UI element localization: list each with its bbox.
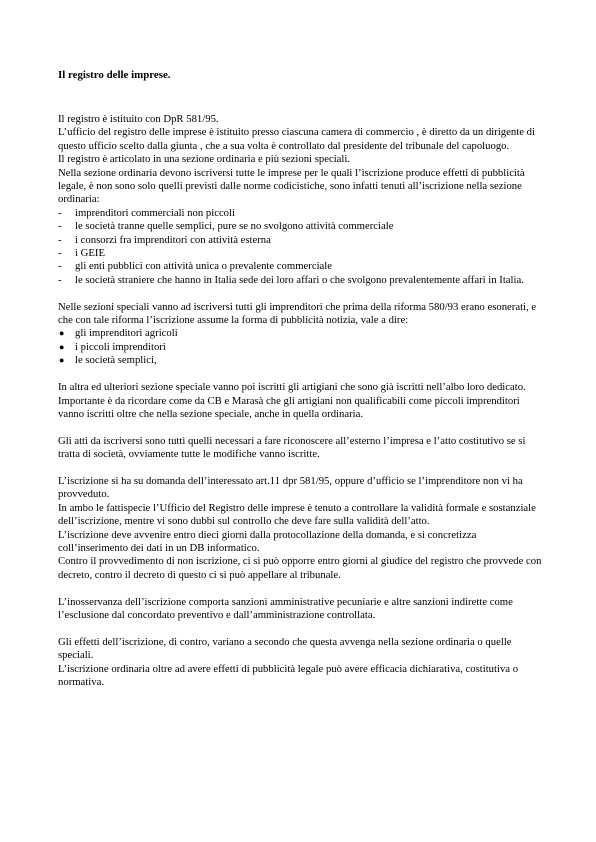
- paragraph: In ambo le fattispecie l’Ufficio del Registro delle imprese è tenuto a controllare la validità formale e sostanziale dell’iscrizione, mentre vi sono dubbi sul controllo che deve fare sulla validità dell’atto.: [58, 501, 536, 528]
- bullet-icon: ●: [59, 341, 65, 352]
- list-item: - le società tranne quelle semplici, pure se no svolgono attività commerciale: [58, 220, 394, 233]
- paragraph: L’iscrizione si ha su domanda dell’interessato art.11 dpr 581/95, oppure d’ufficio se l’imprenditore non vi ha provveduto.: [58, 474, 523, 501]
- paragraph-gap: [58, 287, 542, 300]
- dash-marker: -: [58, 247, 62, 260]
- bullet-icon: ●: [59, 355, 65, 366]
- paragraph-gap: [58, 368, 542, 381]
- document-title: Il registro delle imprese.: [58, 69, 171, 81]
- list-item: - i GEIE: [58, 247, 105, 260]
- dash-marker: -: [58, 260, 62, 273]
- document-body: [58, 113, 542, 689]
- dash-marker: -: [58, 220, 62, 233]
- list-item: ● gli imprenditori agricoli: [59, 327, 178, 340]
- paragraph-gap: [58, 421, 542, 434]
- dash-marker: -: [58, 233, 62, 246]
- bullet-list: [58, 327, 542, 367]
- paragraph: Contro il provvedimento di non iscrizione, ci si può opporre entro giorni al giudice del registro che provvede con decreto, contro il decreto di questo ci si può appellare al tribunale.: [58, 555, 542, 581]
- paragraph: L’inosservanza dell’iscrizione comporta sanzioni amministrative pecuniarie e altre sanzioni indirette come l’esclusione dal concordato preventivo e dall’amministrazione controllata.: [58, 595, 513, 621]
- paragraph-gap: [58, 582, 542, 595]
- list-item: ● le società semplici,: [59, 354, 157, 367]
- paragraph: Il registro è articolato in una sezione ordinaria e più sezioni speciali.: [58, 153, 351, 166]
- list-item: - le società straniere che hanno in Italia sede dei loro affari o che svolgono prevalentemente affari in Italia.: [58, 273, 524, 286]
- paragraph: L’iscrizione deve avvenire entro dieci giorni dalla protocollazione della domanda, e si concretizza coll’inserimento dei dati in un DB informatico.: [58, 528, 477, 554]
- paragraph: Gli atti da iscriversi sono tutti quelli necessari a fare riconoscere all’esterno l’impresa e l’atto costitutivo se si tratta di società, ovviamente tutte le modifiche vanno iscritte.: [58, 434, 526, 461]
- bullet-icon: ●: [59, 328, 65, 339]
- dash-list: [58, 207, 542, 287]
- dash-marker: -: [58, 206, 62, 219]
- list-item: - i consorzi fra imprenditori con attività esterna: [58, 233, 271, 246]
- paragraph-gap: [58, 462, 542, 475]
- paragraph: Gli effetti dell’iscrizione, di contro, variano a secondo che questa avvenga nella sezione ordinaria o quelle speciali.: [58, 635, 512, 662]
- paragraph: L’ufficio del registro delle imprese è istituito presso ciascuna camera di commercio , è diretto da un dirigente di questo ufficio scelto dalla giunta , che a sua volta è controllato dal presidente del tribunale del capoluogo.: [58, 126, 535, 152]
- paragraph: L’iscrizione ordinaria oltre ad avere effetti di pubblicità legale può avere efficacia dichiarativa, costitutiva o normativa.: [58, 662, 519, 688]
- paragraph: In altra ed ulteriori sezione speciale vanno poi iscritti gli artigiani che sono già iscritti nell’albo loro dedicato.: [58, 381, 526, 394]
- paragraph: Nelle sezioni speciali vanno ad iscriversi tutti gli imprenditori che prima della riforma 580/93 erano esonerati, e che con tale riforma l’iscrizione assume la forma di pubblicità notizia, vale a dire:: [58, 300, 537, 327]
- list-item: ● i piccoli imprenditori: [59, 340, 166, 353]
- dash-marker: -: [58, 273, 62, 286]
- paragraph: Nella sezione ordinaria devono iscriversi tutte le imprese per le quali l’iscrizione produce effetti di pubblicità legale, è non sono solo quelli previsti dalle norme codicistiche, sono infatti tenuti all’iscrizione nella sezione ordinaria:: [58, 166, 525, 206]
- list-item: - gli enti pubblici con attività unica o prevalente commerciale: [58, 260, 332, 273]
- list-item: - imprenditori commerciali non piccoli: [58, 206, 235, 219]
- paragraph-gap: [58, 622, 542, 635]
- paragraph: Importante è da ricordare come da CB e Marasà che gli artigiani non qualificabili come piccoli imprenditori vanno iscritti oltre che nella sezione speciale, anche in quella ordinaria.: [58, 394, 520, 420]
- paragraph: Il registro è istituito con DpR 581/95.: [58, 113, 219, 125]
